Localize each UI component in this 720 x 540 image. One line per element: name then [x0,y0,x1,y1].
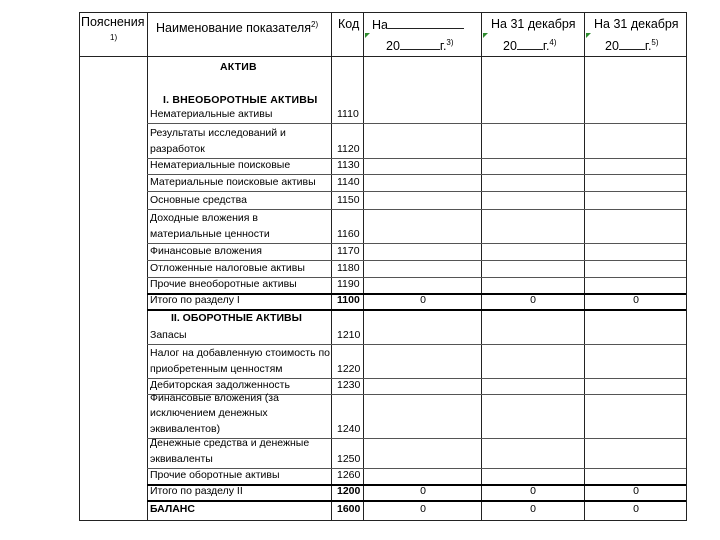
row-code: 1220 [337,363,361,375]
row-name: Итого по разделу II [150,484,243,497]
row-code: 1100 [337,294,360,306]
header-period3: На 31 декабря [594,17,679,31]
header-period1-year-prefix: 20 [386,39,400,54]
header-period1-note: 3) [446,38,454,47]
row-name: Основные средства [150,193,247,206]
header-indicator-name [156,17,318,36]
header-period3-year-suffix: г. [644,39,652,54]
assets-title: АКТИВ [220,61,257,73]
comment-marker-icon [586,33,591,38]
table-row [147,391,686,439]
section2-title-row [147,311,686,327]
comment-marker-icon [365,33,370,38]
row-code: 1230 [337,379,361,391]
table-row [147,328,686,345]
table-row [147,107,686,124]
row-code: 1140 [337,176,360,188]
value-period3: 0 [633,485,639,497]
table-row [147,345,686,379]
row-code: 1190 [337,278,360,290]
row-code: 1130 [337,159,360,171]
row-name: Финансовые вложения [150,244,262,257]
row-code: 1200 [337,485,361,497]
header-period2-year-prefix: 20 [503,39,517,54]
section2-total-row [147,486,686,502]
row-name: Прочие внеоборотные активы [150,277,297,290]
value-period1: 0 [420,503,426,515]
header-period1-blank [388,17,464,29]
header-period1-year-blank [400,38,440,50]
col-line-right [686,12,687,521]
row-name: Доходные вложения в материальные ценности [150,212,270,240]
row-name: Результаты исследований и разработок [150,127,286,155]
table-row [147,175,686,192]
balance-row [147,502,686,518]
header-period3-year-blank [619,38,645,50]
row-name: Налог на добавленную стоимость по приобретенным ценностям [150,347,331,375]
value-period3: 0 [633,294,639,306]
table-row [147,192,686,210]
row-code: 1120 [337,143,360,155]
header-period3-note: 5) [651,38,659,47]
row-code: 1160 [337,228,360,240]
header-period1 [372,17,464,33]
row-name: Запасы [150,328,187,341]
section2-title: II. ОБОРОТНЫЕ АКТИВЫ [171,311,302,324]
row-name: Нематериальные активы [150,107,273,120]
row-name: Материальные поисковые активы [150,175,316,188]
row-code: 1170 [337,245,360,257]
row-name: Прочие оборотные активы [150,468,280,481]
section1-title: I. ВНЕОБОРОТНЫЕ АКТИВЫ [163,94,318,106]
header-period1-year-suffix: г. [439,39,447,54]
header-period2-year-blank [517,38,543,50]
row-name: Дебиторская задолженность [150,378,290,391]
header-explanations-label: Пояснения [81,15,145,29]
header-period3-year-prefix: 20 [605,39,619,54]
value-period1: 0 [420,294,426,306]
header-code: Код [338,17,360,31]
header-top-line [79,12,686,13]
header-explanations [81,15,144,30]
row-name: Денежные средства и денежные эквиваленты [150,437,310,465]
comment-marker-icon [483,33,488,38]
row-name: Итого по разделу I [150,293,240,306]
row-code: 1260 [337,469,361,481]
row-code: 1600 [337,503,361,515]
row-code: 1240 [337,423,361,435]
header-indicator-name-note: 2) [311,20,319,29]
header-period3-year [605,35,659,54]
balance-label: БАЛАНС [150,502,195,515]
table-row [147,244,686,261]
table-row [147,261,686,278]
value-period3: 0 [633,503,639,515]
header-explanations-note: 1) [110,33,118,42]
table-row [147,124,686,159]
value-period2: 0 [530,294,536,306]
table-bottom-line [79,520,686,521]
header-period2-year-suffix: г. [542,39,550,54]
row-code: 1210 [337,329,361,341]
header-period2-note: 4) [549,38,557,47]
table-row [147,210,686,244]
row-name: Нематериальные поисковые [150,158,291,171]
row-code: 1250 [337,453,361,465]
row-code: 1180 [337,262,360,274]
header-indicator-name-label: Наименование показателя [156,21,311,36]
value-period1: 0 [420,485,426,497]
value-period2: 0 [530,485,536,497]
header-period2-year [503,35,557,54]
header-period1-year [386,35,454,54]
section1-total-row [147,295,686,311]
row-name: Финансовые вложения (за исключением денежных эквивалентов) [150,391,279,435]
table-row [147,439,686,469]
header-period1-label: На [372,18,388,32]
col-line-left [79,12,80,521]
row-code: 1150 [337,194,360,206]
value-period2: 0 [530,503,536,515]
table-row [147,159,686,175]
header-bottom-line [79,56,686,57]
row-code: 1110 [337,108,359,120]
header-period2: На 31 декабря [491,17,576,31]
row-name: Отложенные налоговые активы [150,261,305,274]
